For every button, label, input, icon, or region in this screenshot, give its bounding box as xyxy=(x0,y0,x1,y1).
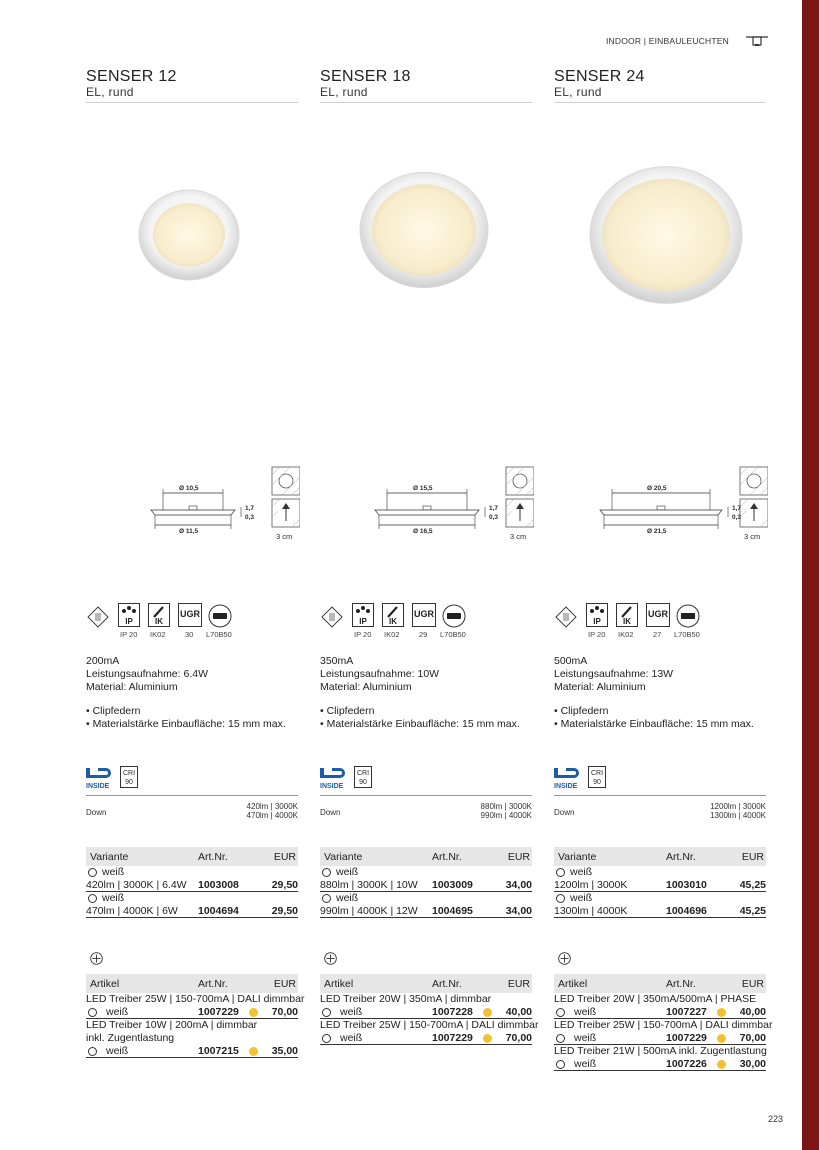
color-swatch-icon xyxy=(556,1034,565,1043)
variant-desc: 1300lm | 4000K xyxy=(554,905,628,917)
variant-table xyxy=(320,847,532,918)
svg-text:IP: IP xyxy=(593,617,601,626)
brand-side-bar xyxy=(802,0,819,1150)
dim-thickness-label: 0,3 xyxy=(732,514,742,521)
product-title-block xyxy=(86,68,300,103)
clearance-label: 3 cm xyxy=(510,532,527,541)
variant-row[interactable] xyxy=(86,879,298,892)
dim-height-label: 1,7 xyxy=(245,505,255,512)
ugr-icon xyxy=(646,603,670,627)
ik-hammer-icon xyxy=(382,603,404,627)
ik-hammer-icon xyxy=(616,603,638,627)
color-swatch-icon xyxy=(88,1008,97,1017)
accessory-name-row xyxy=(86,1032,298,1045)
accessory-name: inkl. Zugentlastung xyxy=(86,1032,175,1044)
accessory-table xyxy=(86,974,305,1058)
cri-label: CRI xyxy=(122,770,136,777)
direction-label: Down xyxy=(554,808,575,817)
flux-line: 1200lm | 3000K xyxy=(710,802,766,811)
accessory-name: LED Treiber 20W | 350mA/500mA | PHASE xyxy=(554,993,757,1005)
add-accessory-icon xyxy=(90,952,103,965)
accessory-price: 40,00 xyxy=(739,1006,766,1018)
product-subtitle: EL, rund xyxy=(554,85,602,99)
accessory-name-row xyxy=(86,993,305,1006)
cri-value: 90 xyxy=(593,779,601,786)
availability-dot-icon xyxy=(483,1034,492,1043)
availability-dot-icon xyxy=(717,1034,726,1043)
triangle-info-icon xyxy=(320,605,344,629)
color-swatch-icon xyxy=(556,1008,565,1017)
variant-color-row[interactable] xyxy=(86,866,298,879)
dimension-drawing xyxy=(554,465,768,545)
svg-text:UGR: UGR xyxy=(648,609,668,619)
luminous-flux-row xyxy=(320,795,532,823)
variant-color: weiß xyxy=(336,866,359,878)
spec-list xyxy=(554,655,768,694)
lifetime-label: L70B50 xyxy=(206,630,232,639)
flux-line: 470lm | 4000K xyxy=(246,811,298,820)
availability-dot-icon xyxy=(717,1060,726,1069)
variant-price: 45,25 xyxy=(739,905,766,917)
variant-color-row[interactable] xyxy=(320,892,532,905)
accessory-name: LED Treiber 20W | 350mA | dimmbar xyxy=(320,993,492,1005)
page-number: 223 xyxy=(768,1114,784,1124)
add-accessory-icon xyxy=(324,952,337,965)
accessory-name: LED Treiber 25W | 150-700mA | DALI dimmbar xyxy=(554,1019,773,1031)
accessory-name: LED Treiber 10W | 200mA | dimmbar xyxy=(86,1019,258,1031)
accessory-row[interactable] xyxy=(554,1032,766,1045)
variant-price: 34,00 xyxy=(505,905,532,917)
accessory-price: 70,00 xyxy=(271,1006,298,1018)
rating-icons xyxy=(554,603,768,643)
col-eur: EUR xyxy=(273,978,296,990)
ugr-value-label: 29 xyxy=(419,630,428,639)
col-eur: EUR xyxy=(507,851,530,863)
accessory-name: LED Treiber 25W | 150-700mA | DALI dimmbar xyxy=(86,993,305,1005)
luminous-flux-row xyxy=(86,795,298,823)
accessory-price: 70,00 xyxy=(739,1032,766,1044)
variant-art-nr: 1003009 xyxy=(432,879,473,891)
feature-bullet: • Clipfedern xyxy=(320,705,375,717)
feature-bullet: • Materialstärke Einbaufläche: 15 mm max. xyxy=(320,718,520,730)
variant-color: weiß xyxy=(336,892,359,904)
dim-height-label: 1,7 xyxy=(732,505,742,512)
ugr-value-label: 30 xyxy=(185,630,194,639)
feature-bullet: • Clipfedern xyxy=(86,705,141,717)
cri-label: CRI xyxy=(356,770,370,777)
accessory-art-nr: 1007228 xyxy=(432,1006,473,1018)
dimension-drawing xyxy=(86,465,300,545)
svg-text:INSIDE: INSIDE xyxy=(86,783,110,790)
current-spec: 500mA xyxy=(554,655,588,667)
svg-text:INSIDE: INSIDE xyxy=(320,783,344,790)
accessory-name-row xyxy=(320,993,532,1006)
lifetime-badge-icon xyxy=(442,604,466,628)
availability-dot-icon xyxy=(483,1008,492,1017)
accessory-name: LED Treiber 25W | 150-700mA | DALI dimmbar xyxy=(320,1019,539,1031)
col-variant: Variante xyxy=(90,851,129,863)
page-header: INDOOR | EINBAULEUCHTEN xyxy=(606,36,729,46)
flux-line: 880lm | 3000K xyxy=(480,802,532,811)
title-divider xyxy=(554,102,766,103)
accessory-table-header xyxy=(86,974,298,993)
ugr-value-label: 27 xyxy=(653,630,662,639)
feature-bullet: • Clipfedern xyxy=(554,705,609,717)
col-eur: EUR xyxy=(273,851,296,863)
variant-color: weiß xyxy=(570,866,593,878)
cri-label: CRI xyxy=(590,770,604,777)
variant-color-row[interactable] xyxy=(320,866,532,879)
ip-rating-label: IP 20 xyxy=(120,630,138,639)
variant-color-row[interactable] xyxy=(554,866,766,879)
variant-price: 45,25 xyxy=(739,879,766,891)
spec-list xyxy=(86,655,300,694)
triangle-info-icon xyxy=(554,605,578,629)
accessory-color: weiß xyxy=(106,1045,129,1057)
accessory-name-row xyxy=(86,1019,298,1032)
ip-drops-icon xyxy=(586,603,608,627)
variant-art-nr: 1003010 xyxy=(666,879,707,891)
led-inside-logo-icon xyxy=(86,768,112,790)
accessory-row[interactable] xyxy=(320,1006,532,1019)
col-art-nr: Art.Nr. xyxy=(198,851,228,863)
feature-bullets xyxy=(86,705,300,731)
variant-art-nr: 1003008 xyxy=(198,879,239,891)
feature-bullets xyxy=(554,705,768,731)
cri-value: 90 xyxy=(125,779,133,786)
variant-row[interactable] xyxy=(554,905,766,918)
svg-text:IK: IK xyxy=(623,617,631,626)
accessory-art-nr: 1007226 xyxy=(666,1058,707,1070)
col-article: Artikel xyxy=(90,978,120,990)
col-art-nr: Art.Nr. xyxy=(432,851,462,863)
variant-table xyxy=(86,847,298,918)
power-spec: Leistungsaufnahme: 13W xyxy=(554,668,674,680)
cri-badge xyxy=(120,766,138,788)
svg-text:IK: IK xyxy=(389,617,397,626)
variant-price: 29,50 xyxy=(271,905,298,917)
direction-label: Down xyxy=(320,808,341,817)
material-spec: Material: Aluminium xyxy=(320,681,412,693)
current-spec: 200mA xyxy=(86,655,120,667)
ugr-icon xyxy=(412,603,436,627)
accessory-name: LED Treiber 21W | 500mA inkl. Zugentlastung xyxy=(554,1045,767,1057)
accessory-name-row xyxy=(554,993,766,1006)
accessory-color: weiß xyxy=(574,1006,597,1018)
accessory-art-nr: 1007229 xyxy=(432,1032,473,1044)
ik-rating-label: IK02 xyxy=(150,630,166,639)
dim-inner-label: Ø 15,5 xyxy=(413,485,433,492)
accessory-color: weiß xyxy=(340,1006,363,1018)
accessory-name-row xyxy=(320,1019,539,1032)
accessory-color: weiß xyxy=(340,1032,363,1044)
accessory-price: 35,00 xyxy=(271,1045,298,1057)
accessory-name-row xyxy=(554,1019,773,1032)
led-inside-logo-icon xyxy=(554,768,580,790)
flux-line: 420lm | 3000K xyxy=(246,802,298,811)
col-art-nr: Art.Nr. xyxy=(666,851,696,863)
lifetime-label: L70B50 xyxy=(440,630,466,639)
product-photo xyxy=(586,155,746,315)
luminous-flux-row xyxy=(554,795,766,823)
title-divider xyxy=(320,102,532,103)
led-inside-block xyxy=(320,766,534,792)
accessory-row[interactable] xyxy=(320,1032,532,1045)
svg-text:UGR: UGR xyxy=(414,609,434,619)
col-eur: EUR xyxy=(741,851,764,863)
accessory-price: 70,00 xyxy=(505,1032,532,1044)
svg-text:UGR: UGR xyxy=(180,609,200,619)
col-article: Artikel xyxy=(324,978,354,990)
svg-text:IP: IP xyxy=(125,617,133,626)
col-art-nr: Art.Nr. xyxy=(198,978,228,990)
color-swatch-icon xyxy=(322,1008,331,1017)
color-swatch-icon xyxy=(556,868,565,877)
accessory-row[interactable] xyxy=(86,1006,298,1019)
variant-price: 34,00 xyxy=(505,879,532,891)
variant-table xyxy=(554,847,766,918)
material-spec: Material: Aluminium xyxy=(86,681,178,693)
svg-text:INSIDE: INSIDE xyxy=(554,783,578,790)
dim-inner-label: Ø 20,5 xyxy=(647,485,667,492)
lifetime-label: L70B50 xyxy=(674,630,700,639)
dimension-drawing xyxy=(320,465,534,545)
ip-drops-icon xyxy=(352,603,374,627)
spec-list xyxy=(320,655,534,694)
title-divider xyxy=(86,102,298,103)
color-swatch-icon xyxy=(556,1060,565,1069)
flux-line: 990lm | 4000K xyxy=(480,811,532,820)
col-variant: Variante xyxy=(324,851,363,863)
col-art-nr: Art.Nr. xyxy=(666,978,696,990)
product-title: SENSER 12 xyxy=(86,68,177,85)
color-swatch-icon xyxy=(322,1034,331,1043)
accessory-row[interactable] xyxy=(86,1045,298,1058)
clearance-label: 3 cm xyxy=(276,532,293,541)
flux-line: 1300lm | 4000K xyxy=(710,811,766,820)
led-inside-block xyxy=(86,766,300,792)
clearance-label: 3 cm xyxy=(744,532,761,541)
color-swatch-icon xyxy=(322,894,331,903)
product-photo xyxy=(135,181,243,289)
direction-label: Down xyxy=(86,808,107,817)
variant-desc: 880lm | 3000K | 10W xyxy=(320,879,418,891)
accessory-table-header xyxy=(554,974,766,993)
accessory-table xyxy=(320,974,539,1045)
variant-color: weiß xyxy=(102,866,125,878)
variant-art-nr: 1004695 xyxy=(432,905,473,917)
variant-art-nr: 1004694 xyxy=(198,905,239,917)
variant-desc: 470lm | 4000K | 6W xyxy=(86,905,178,917)
variant-row[interactable] xyxy=(86,905,298,918)
variant-art-nr: 1004696 xyxy=(666,905,707,917)
variant-row[interactable] xyxy=(320,879,532,892)
feature-bullet: • Materialstärke Einbaufläche: 15 mm max. xyxy=(86,718,286,730)
color-swatch-icon xyxy=(88,894,97,903)
dim-height-label: 1,7 xyxy=(489,505,499,512)
power-spec: Leistungsaufnahme: 6.4W xyxy=(86,668,208,680)
rating-icons xyxy=(320,603,534,643)
variant-color: weiß xyxy=(102,892,125,904)
feature-bullet: • Materialstärke Einbaufläche: 15 mm max. xyxy=(554,718,754,730)
accessory-price: 30,00 xyxy=(739,1058,766,1070)
variant-row[interactable] xyxy=(320,905,532,918)
svg-text:IP: IP xyxy=(359,617,367,626)
variant-table-header xyxy=(554,847,766,866)
col-eur: EUR xyxy=(741,978,764,990)
accessory-art-nr: 1007227 xyxy=(666,1006,707,1018)
col-art-nr: Art.Nr. xyxy=(432,978,462,990)
led-inside-logo-icon xyxy=(320,768,346,790)
power-spec: Leistungsaufnahme: 10W xyxy=(320,668,440,680)
lifetime-badge-icon xyxy=(676,604,700,628)
ik-rating-label: IK02 xyxy=(618,630,634,639)
product-photo xyxy=(356,162,492,298)
ip-rating-label: IP 20 xyxy=(354,630,372,639)
accessory-price: 40,00 xyxy=(505,1006,532,1018)
col-eur: EUR xyxy=(507,978,530,990)
accessory-name-row xyxy=(554,1045,766,1058)
ik-rating-label: IK02 xyxy=(384,630,400,639)
variant-color-row[interactable] xyxy=(554,892,766,905)
accessory-art-nr: 1007215 xyxy=(198,1045,239,1057)
led-inside-block xyxy=(554,766,768,792)
accessory-color: weiß xyxy=(574,1032,597,1044)
color-swatch-icon xyxy=(88,868,97,877)
accessory-table-header xyxy=(320,974,532,993)
accessory-color: weiß xyxy=(574,1058,597,1070)
variant-table-header xyxy=(320,847,532,866)
dim-thickness-label: 0,3 xyxy=(489,514,499,521)
color-swatch-icon xyxy=(322,868,331,877)
product-title-block xyxy=(320,68,534,103)
ip-drops-icon xyxy=(118,603,140,627)
product-title: SENSER 18 xyxy=(320,68,411,85)
recessed-light-icon xyxy=(746,35,768,49)
product-title-block xyxy=(554,68,768,103)
lifetime-badge-icon xyxy=(208,604,232,628)
ip-rating-label: IP 20 xyxy=(588,630,606,639)
accessory-row[interactable] xyxy=(554,1058,766,1071)
product-title: SENSER 24 xyxy=(554,68,645,85)
variant-desc: 420lm | 3000K | 6.4W xyxy=(86,879,187,891)
variant-row[interactable] xyxy=(554,879,766,892)
accessory-color: weiß xyxy=(106,1006,129,1018)
current-spec: 350mA xyxy=(320,655,354,667)
accessory-row[interactable] xyxy=(554,1006,766,1019)
variant-desc: 990lm | 4000K | 12W xyxy=(320,905,418,917)
dim-outer-label: Ø 11,5 xyxy=(179,528,199,535)
ik-hammer-icon xyxy=(148,603,170,627)
cri-badge xyxy=(588,766,606,788)
variant-color-row[interactable] xyxy=(86,892,298,905)
dim-outer-label: Ø 16,5 xyxy=(413,528,433,535)
dim-thickness-label: 0,3 xyxy=(245,514,255,521)
accessory-art-nr: 1007229 xyxy=(198,1006,239,1018)
add-accessory-icon xyxy=(558,952,571,965)
accessory-art-nr: 1007229 xyxy=(666,1032,707,1044)
availability-dot-icon xyxy=(249,1047,258,1056)
product-subtitle: EL, rund xyxy=(86,85,134,99)
material-spec: Material: Aluminium xyxy=(554,681,646,693)
cri-value: 90 xyxy=(359,779,367,786)
product-subtitle: EL, rund xyxy=(320,85,368,99)
triangle-info-icon xyxy=(86,605,110,629)
cri-badge xyxy=(354,766,372,788)
availability-dot-icon xyxy=(249,1008,258,1017)
variant-table-header xyxy=(86,847,298,866)
variant-desc: 1200lm | 3000K xyxy=(554,879,628,891)
dim-outer-label: Ø 21,5 xyxy=(647,528,667,535)
ugr-icon xyxy=(178,603,202,627)
color-swatch-icon xyxy=(88,1047,97,1056)
accessory-table xyxy=(554,974,773,1071)
variant-price: 29,50 xyxy=(271,879,298,891)
col-article: Artikel xyxy=(558,978,588,990)
feature-bullets xyxy=(320,705,534,731)
col-variant: Variante xyxy=(558,851,597,863)
rating-icons xyxy=(86,603,300,643)
variant-color: weiß xyxy=(570,892,593,904)
color-swatch-icon xyxy=(556,894,565,903)
dim-inner-label: Ø 10,5 xyxy=(179,485,199,492)
svg-text:IK: IK xyxy=(155,617,163,626)
availability-dot-icon xyxy=(717,1008,726,1017)
